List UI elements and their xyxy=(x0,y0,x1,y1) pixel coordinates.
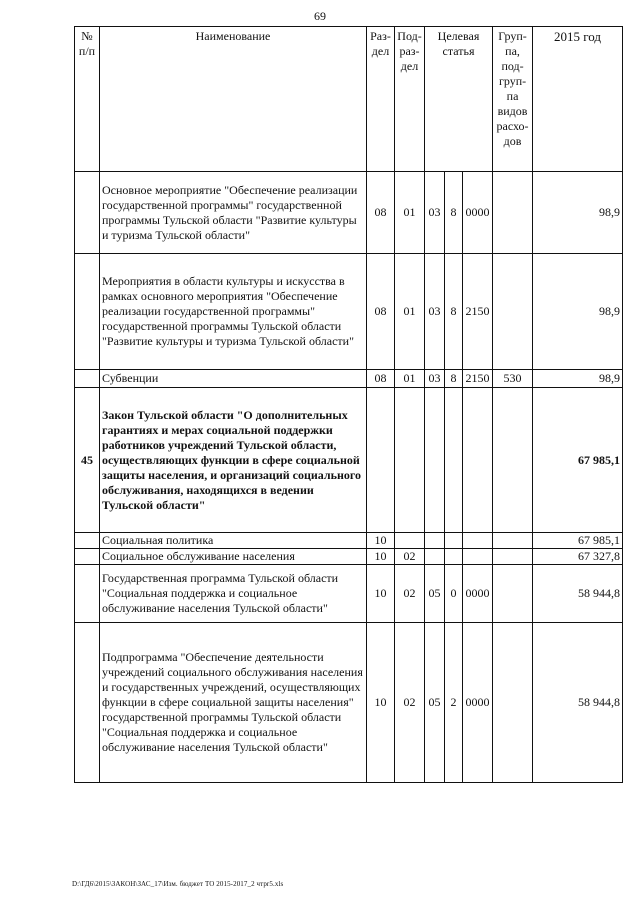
row-target-direction: 0000 xyxy=(463,565,493,623)
row-number xyxy=(75,623,100,783)
row-target-subprogram xyxy=(445,549,463,565)
header-num: № п/п xyxy=(75,27,100,172)
row-podrazdel: 02 xyxy=(395,549,425,565)
row-number xyxy=(75,172,100,254)
row-podrazdel: 02 xyxy=(395,565,425,623)
table-row xyxy=(75,254,623,370)
row-value: 67 327,8 xyxy=(533,549,623,565)
header-name: Наименование xyxy=(100,27,367,172)
row-number xyxy=(75,254,100,370)
row-group xyxy=(493,172,533,254)
row-target-program xyxy=(425,549,445,565)
row-name: Социальная политика xyxy=(100,533,367,549)
row-target-program: 03 xyxy=(425,172,445,254)
row-number xyxy=(75,565,100,623)
row-name: Мероприятия в области культуры и искусства в рамках основного мероприятия "Обеспечение реализации государственной программы" государственной программы Тульской области "Развитие культуры и туризма Тульской области" xyxy=(100,254,367,370)
row-target-subprogram: 8 xyxy=(445,254,463,370)
row-name: Субвенции xyxy=(100,370,367,388)
row-group xyxy=(493,388,533,533)
header-row xyxy=(75,27,623,172)
row-number: 45 xyxy=(75,388,100,533)
row-group xyxy=(493,254,533,370)
row-razdel: 10 xyxy=(367,565,395,623)
row-number xyxy=(75,370,100,388)
header-year: 2015 год xyxy=(533,27,623,172)
row-target-subprogram xyxy=(445,388,463,533)
row-target-direction xyxy=(463,388,493,533)
row-razdel: 10 xyxy=(367,623,395,783)
table-row xyxy=(75,388,623,533)
header-podrazdel: Под-раз-дел xyxy=(395,27,425,172)
row-value: 98,9 xyxy=(533,254,623,370)
row-target-subprogram: 0 xyxy=(445,565,463,623)
row-number xyxy=(75,549,100,565)
row-podrazdel xyxy=(395,388,425,533)
row-value: 58 944,8 xyxy=(533,623,623,783)
row-group xyxy=(493,623,533,783)
row-target-subprogram: 8 xyxy=(445,172,463,254)
row-target-program: 05 xyxy=(425,565,445,623)
row-razdel xyxy=(367,388,395,533)
row-value: 58 944,8 xyxy=(533,565,623,623)
row-podrazdel: 01 xyxy=(395,172,425,254)
row-razdel: 10 xyxy=(367,533,395,549)
row-target-subprogram xyxy=(445,533,463,549)
row-podrazdel: 02 xyxy=(395,623,425,783)
header-group: Груп-па, под-груп-па видов расхо-дов xyxy=(493,27,533,172)
row-target-program: 03 xyxy=(425,254,445,370)
row-target-program: 03 xyxy=(425,370,445,388)
row-target-direction: 2150 xyxy=(463,254,493,370)
row-group: 530 xyxy=(493,370,533,388)
row-target-direction xyxy=(463,533,493,549)
row-razdel: 08 xyxy=(367,254,395,370)
row-target-subprogram: 2 xyxy=(445,623,463,783)
row-podrazdel: 01 xyxy=(395,254,425,370)
row-value: 98,9 xyxy=(533,172,623,254)
row-target-direction xyxy=(463,549,493,565)
row-value: 67 985,1 xyxy=(533,388,623,533)
row-name: Основное мероприятие "Обеспечение реализации государственной программы" государственной программы Тульской области "Развитие культуры и туризма Тульской области" xyxy=(100,172,367,254)
row-target-program xyxy=(425,533,445,549)
row-razdel: 10 xyxy=(367,549,395,565)
header-target: Целевая статья xyxy=(425,27,493,172)
row-target-direction: 0000 xyxy=(463,623,493,783)
row-target-subprogram: 8 xyxy=(445,370,463,388)
row-razdel: 08 xyxy=(367,370,395,388)
row-target-program: 05 xyxy=(425,623,445,783)
row-name: Закон Тульской области "О дополнительных гарантиях и мерах социальной поддержки работников учреждений Тульской области, осуществляющих функции в сфере социальной защиты населения, и организаций социального обслуживания, находящихся в ведении Тульской области" xyxy=(100,388,367,533)
table-row xyxy=(75,370,623,388)
row-target-direction: 2150 xyxy=(463,370,493,388)
row-razdel: 08 xyxy=(367,172,395,254)
row-name: Подпрограмма "Обеспечение деятельности учреждений социального обслуживания населения и государственных учреждений, осуществляющих функции в сфере социальной защиты населения" государственной программы Тульской области "Социальная поддержка и социальное обслуживание населения Тульской области" xyxy=(100,623,367,783)
row-podrazdel: 01 xyxy=(395,370,425,388)
row-name: Государственная программа Тульской области "Социальная поддержка и социальное обслуживание населения Тульской области" xyxy=(100,565,367,623)
row-name: Социальное обслуживание населения xyxy=(100,549,367,565)
row-target-program xyxy=(425,388,445,533)
row-podrazdel xyxy=(395,533,425,549)
file-path-footer: D:\ГД6\2015\ЗАКОН\ЗАС_17\Изм. бюджет ТО 2015-2017_2 чтpr5.xls xyxy=(72,880,284,888)
row-number xyxy=(75,533,100,549)
row-value: 98,9 xyxy=(533,370,623,388)
row-value: 67 985,1 xyxy=(533,533,623,549)
row-target-direction: 0000 xyxy=(463,172,493,254)
row-group xyxy=(493,533,533,549)
table-row xyxy=(75,565,623,623)
row-group xyxy=(493,565,533,623)
page-number: 69 xyxy=(314,9,326,23)
table-row xyxy=(75,623,623,783)
row-group xyxy=(493,549,533,565)
budget-table xyxy=(74,26,623,783)
table-row xyxy=(75,533,623,549)
table-row xyxy=(75,549,623,565)
header-razdel: Раз-дел xyxy=(367,27,395,172)
table-row xyxy=(75,172,623,254)
